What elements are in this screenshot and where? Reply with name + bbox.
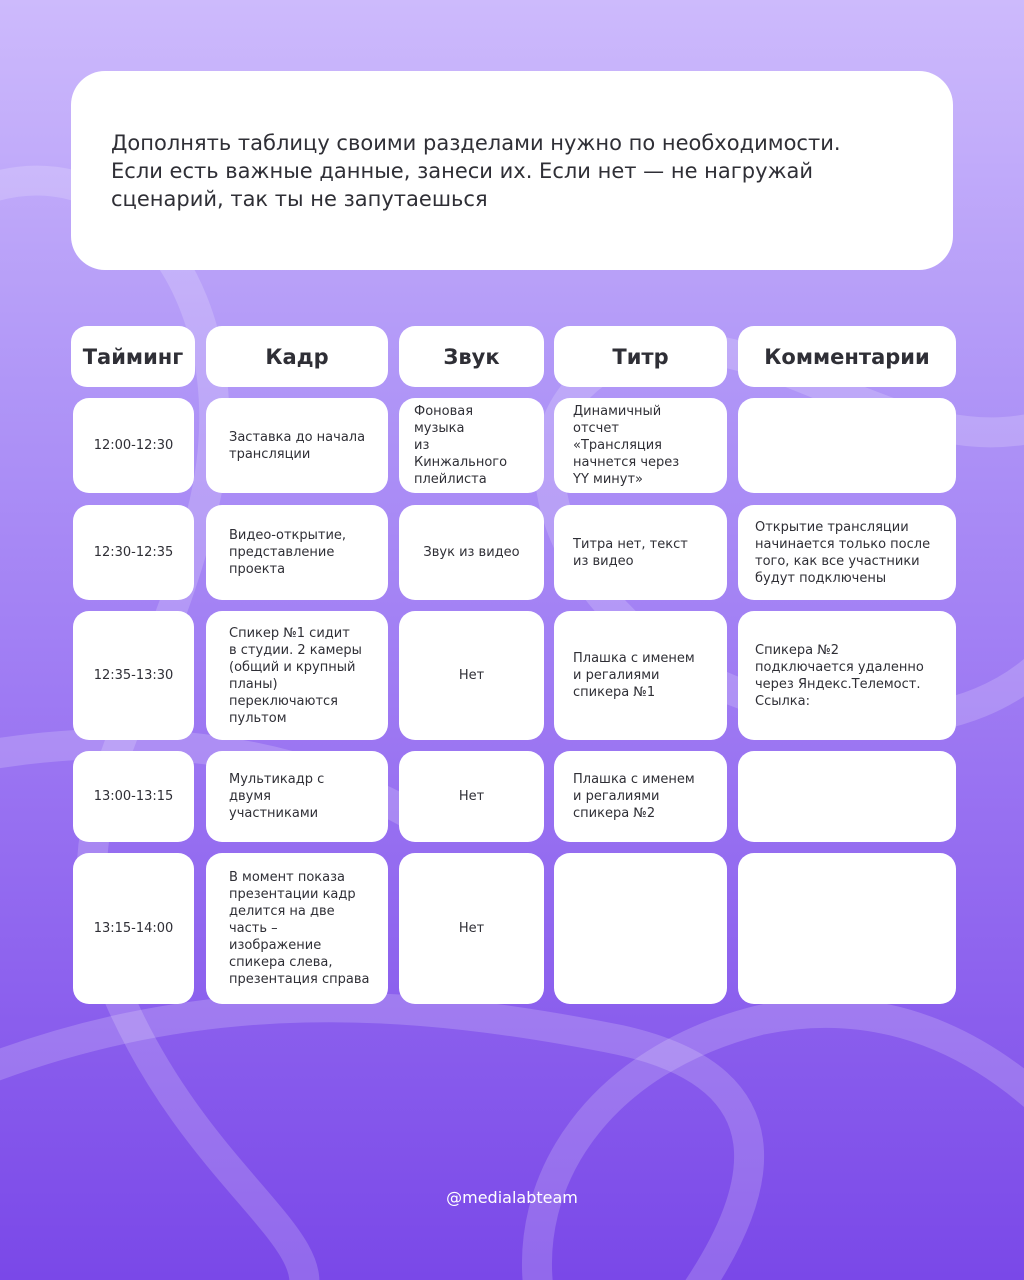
cell-comment — [738, 505, 956, 600]
cell-text: Динамичный отсчет «Трансляция начнется через YY минут» — [573, 404, 680, 487]
header-sound: Звук — [399, 326, 544, 387]
cell-text: 13:15-14:00 — [93, 921, 174, 936]
cell-text: Нет — [458, 668, 485, 683]
cell-timing — [73, 398, 194, 493]
cell-text: Спикера №2 подключается удаленно через Яндекс.Телемост. Ссылка: — [755, 642, 924, 709]
cell-caption — [554, 505, 727, 600]
cell-text: Нет — [458, 921, 485, 936]
cell-text: Плашка с именем и регалиями спикера №1 — [573, 651, 695, 700]
cell-text: Мультикадр с двумя участниками — [229, 772, 325, 821]
cell-caption — [554, 853, 727, 1004]
header-frame: Кадр — [206, 326, 388, 387]
cell-caption — [554, 751, 727, 842]
cell-timing — [73, 853, 194, 1004]
cell-caption — [554, 398, 727, 493]
cell-text: Открытие трансляции начинается только после того, как все участники будут подключены — [755, 519, 931, 586]
cell-text: 12:30-12:35 — [93, 545, 174, 560]
cell-sound — [399, 398, 544, 493]
intro-card — [71, 71, 953, 270]
cell-text: Заставка до начала трансляции — [229, 429, 366, 462]
header-caption: Титр — [554, 326, 727, 387]
cell-text: Плашка с именем и регалиями спикера №2 — [573, 772, 695, 821]
cell-timing — [73, 751, 194, 842]
cell-text: Титра нет, текст из видео — [573, 536, 688, 569]
cell-timing — [73, 505, 194, 600]
cell-text: Нет — [458, 789, 485, 804]
cell-frame — [206, 751, 388, 842]
cell-text: 12:00-12:30 — [93, 438, 174, 453]
cell-text: В момент показа презентации кадр делится на две часть – изображение спикера слева, презентация справа — [229, 870, 370, 987]
intro-text: Дополнять таблицу своими разделами нужно по необходимости. Если есть важные данные, занеси их. Если нет — не нагружай сценарий, так ты не запутаешься — [111, 130, 841, 211]
cell-text: Звук из видео — [423, 545, 520, 560]
cell-comment — [738, 751, 956, 842]
cell-comment — [738, 853, 956, 1004]
header-comments: Комментарии — [738, 326, 956, 387]
cell-frame — [206, 611, 388, 740]
cell-text: Фоновая музыка из Кинжального плейлиста — [414, 404, 508, 487]
cell-sound — [399, 751, 544, 842]
cell-text: 13:00-13:15 — [93, 789, 174, 804]
cell-frame — [206, 398, 388, 493]
header-timing: Тайминг — [71, 326, 195, 387]
account-handle: @medialabteam — [446, 1188, 578, 1207]
cell-comment — [738, 398, 956, 493]
cell-text: 12:35-13:30 — [93, 668, 174, 683]
cell-text: Спикер №1 сидит в студии. 2 камеры (общий и крупный планы) переключаются пультом — [229, 625, 362, 726]
cell-caption — [554, 611, 727, 740]
cell-sound — [399, 611, 544, 740]
cell-sound — [399, 505, 544, 600]
cell-comment — [738, 611, 956, 740]
cell-timing — [73, 611, 194, 740]
cell-text: Видео-открытие, представление проекта — [229, 528, 347, 577]
cell-frame — [206, 505, 388, 600]
cell-frame — [206, 853, 388, 1004]
cell-sound — [399, 853, 544, 1004]
